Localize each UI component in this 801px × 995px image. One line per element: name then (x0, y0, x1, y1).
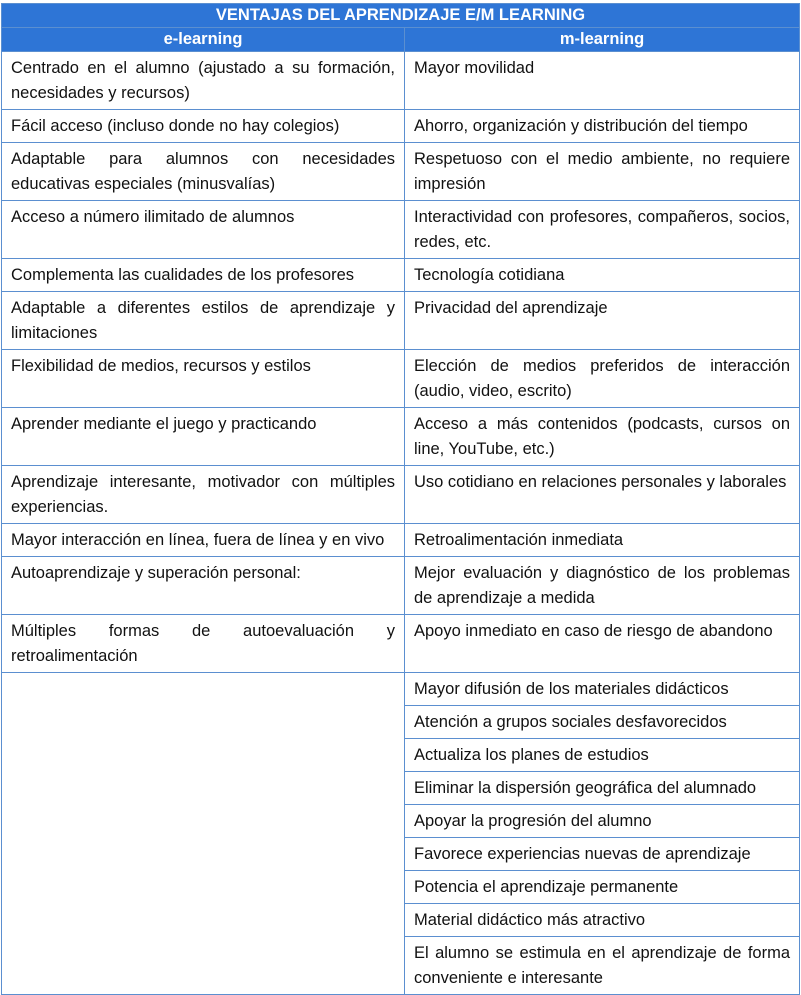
m-learning-cell (405, 557, 800, 615)
m-learning-cell (405, 292, 800, 350)
e-learning-cell (2, 292, 405, 350)
m-learning-cell (405, 408, 800, 466)
m-learning-cell-text: Atención a grupos sociales desfavorecidos (414, 713, 727, 731)
e-learning-cell (2, 143, 405, 201)
e-learning-cell (2, 110, 405, 143)
m-learning-cell (405, 350, 800, 408)
e-learning-cell (2, 259, 405, 292)
m-learning-cell (405, 739, 800, 772)
table-row (2, 350, 800, 408)
m-learning-cell (405, 904, 800, 937)
e-learning-cell-text: Centrado en el alumno (ajustado a su formación, necesidades y recursos) (11, 59, 395, 102)
m-learning-cell-text: Apoyo inmediato en caso de riesgo de abandono (414, 622, 773, 640)
e-learning-cell-text: Adaptable a diferentes estilos de aprendizaje y limitaciones (11, 299, 395, 342)
m-learning-cell-text: Eliminar la dispersión geográfica del alumnado (414, 779, 757, 797)
table-row (2, 524, 800, 557)
m-learning-cell (405, 673, 800, 706)
column-header-m-learning: m-learning (405, 28, 800, 52)
m-learning-cell (405, 466, 800, 524)
m-learning-cell-text: Ahorro, organización y distribución del tiempo (414, 117, 748, 135)
m-learning-cell (405, 937, 800, 995)
table-body (2, 52, 800, 995)
table-row (2, 408, 800, 466)
header-row (2, 28, 800, 52)
column-header-e-learning: e-learning (2, 28, 405, 52)
m-learning-cell-text: Retroalimentación inmediata (414, 531, 624, 549)
m-learning-cell-text: Apoyar la progresión del alumno (414, 812, 652, 830)
m-learning-cell-text: Potencia el aprendizaje permanente (414, 878, 679, 896)
m-learning-cell-text: El alumno se estimula en el aprendizaje de forma conveniente e interesante (414, 944, 790, 987)
m-learning-cell-text: Uso cotidiano en relaciones personales y laborales (414, 473, 787, 491)
m-learning-cell (405, 772, 800, 805)
m-learning-cell-text: Tecnología cotidiana (414, 266, 565, 284)
table-row (2, 292, 800, 350)
e-learning-cell (2, 201, 405, 259)
e-learning-cell-text: Aprender mediante el juego y practicando (11, 415, 317, 433)
m-learning-cell-text: Material didáctico más atractivo (414, 911, 646, 929)
table-row (2, 466, 800, 524)
m-learning-cell-text: Actualiza los planes de estudios (414, 746, 649, 764)
e-learning-cell-text: Mayor interacción en línea, fuera de línea y en vivo (11, 531, 385, 549)
m-learning-cell-text: Acceso a más contenidos (podcasts, cursos on line, YouTube, etc.) (414, 415, 790, 458)
m-learning-cell-text: Elección de medios preferidos de interacción (audio, video, escrito) (414, 357, 790, 400)
e-learning-cell (2, 615, 405, 673)
m-learning-cell (405, 52, 800, 110)
m-learning-cell (405, 615, 800, 673)
m-learning-cell-text: Respetuoso con el medio ambiente, no requiere impresión (414, 150, 790, 193)
e-learning-cell (2, 524, 405, 557)
empty-e-learning-cell (2, 673, 405, 995)
m-learning-cell (405, 871, 800, 904)
e-learning-cell-text: Múltiples formas de autoevaluación y retroalimentación (11, 622, 395, 665)
m-learning-cell (405, 110, 800, 143)
table-row (2, 615, 800, 673)
e-learning-cell (2, 557, 405, 615)
e-learning-cell-text: Fácil acceso (incluso donde no hay colegios) (11, 117, 340, 135)
m-learning-cell-text: Mayor difusión de los materiales didácticos (414, 680, 729, 698)
table-row (2, 259, 800, 292)
table-row (2, 673, 800, 706)
title-row (2, 4, 800, 28)
e-learning-cell-text: Flexibilidad de medios, recursos y estilos (11, 357, 311, 375)
e-learning-cell-text: Aprendizaje interesante, motivador con múltiples experiencias. (11, 473, 395, 516)
m-learning-cell (405, 259, 800, 292)
m-learning-cell (405, 201, 800, 259)
table-row (2, 110, 800, 143)
m-learning-cell-text: Mejor evaluación y diagnóstico de los problemas de aprendizaje a medida (414, 564, 790, 607)
e-learning-cell-text: Complementa las cualidades de los profesores (11, 266, 355, 284)
table-row (2, 557, 800, 615)
table-row (2, 201, 800, 259)
m-learning-cell (405, 143, 800, 201)
e-learning-cell (2, 408, 405, 466)
m-learning-cell-text: Mayor movilidad (414, 59, 535, 77)
m-learning-cell (405, 838, 800, 871)
e-learning-cell-text: Acceso a número ilimitado de alumnos (11, 208, 295, 226)
table-row (2, 52, 800, 110)
e-learning-cell-text: Adaptable para alumnos con necesidades educativas especiales (minusvalías) (11, 150, 395, 193)
m-learning-cell (405, 706, 800, 739)
advantages-table (1, 3, 800, 995)
e-learning-cell (2, 350, 405, 408)
m-learning-cell-text: Interactividad con profesores, compañeros, socios, redes, etc. (414, 208, 790, 251)
e-learning-cell (2, 52, 405, 110)
e-learning-cell (2, 466, 405, 524)
m-learning-cell-text: Favorece experiencias nuevas de aprendizaje (414, 845, 751, 863)
m-learning-cell-text: Privacidad del aprendizaje (414, 299, 608, 317)
table-title: VENTAJAS DEL APRENDIZAJE E/M LEARNING (2, 4, 800, 28)
m-learning-cell (405, 524, 800, 557)
table-row (2, 143, 800, 201)
m-learning-cell (405, 805, 800, 838)
e-learning-cell-text: Autoaprendizaje y superación personal: (11, 564, 301, 582)
